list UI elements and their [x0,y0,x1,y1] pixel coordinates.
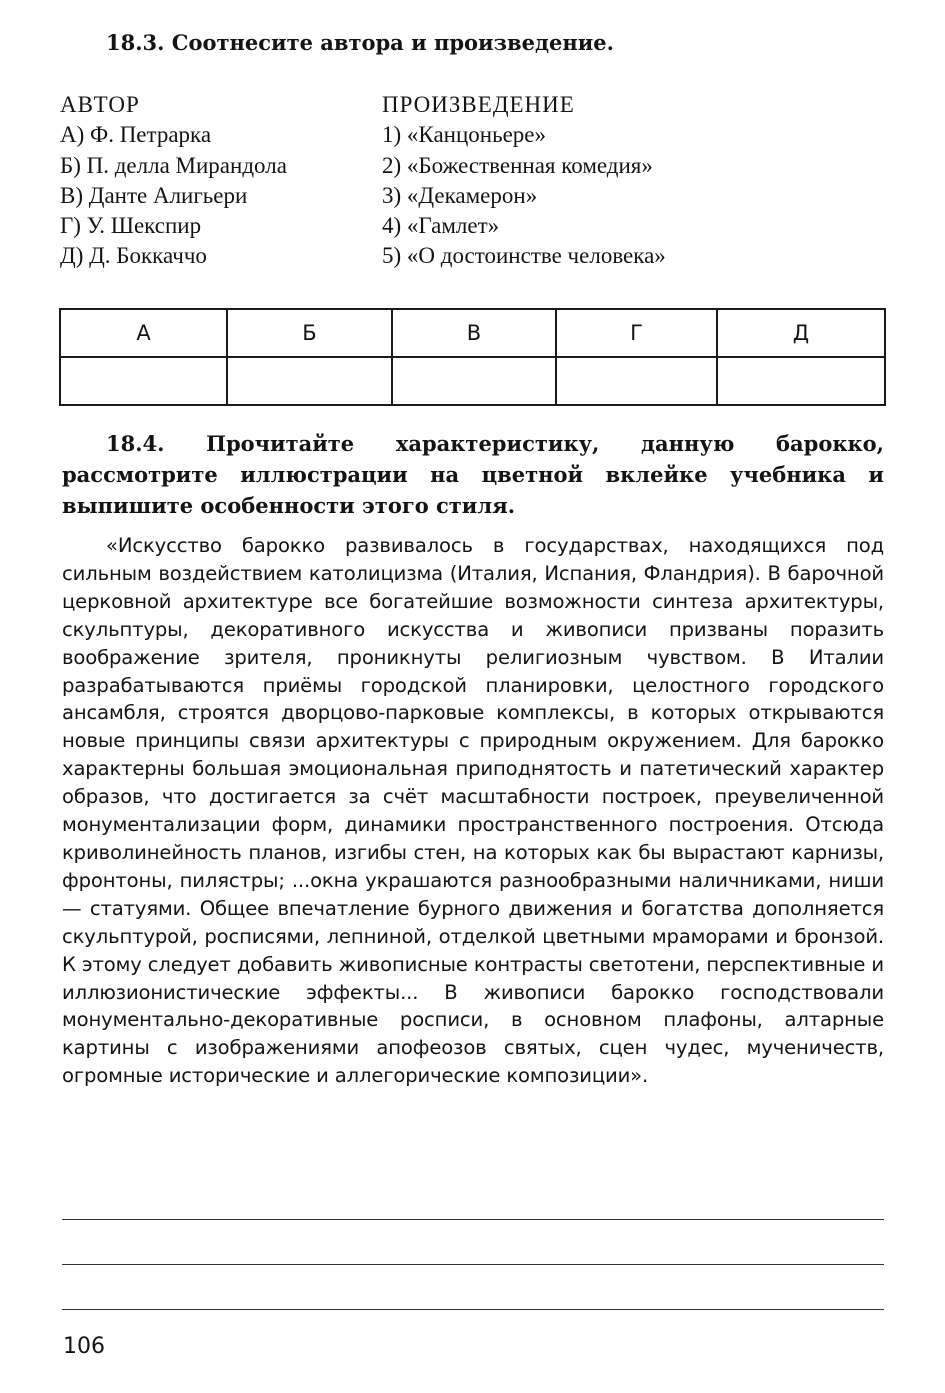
answer-cell[interactable] [717,357,885,405]
answer-cell[interactable] [556,357,717,405]
authors-column [60,90,287,272]
authors-header: АВТОР [60,92,140,117]
answer-table-header-cell: Г [556,309,717,357]
answer-cell[interactable] [227,357,392,405]
work-item: 5) «О достоинстве человека» [382,243,666,269]
works-column [382,90,666,272]
answer-table-header-cell: В [392,309,556,357]
author-item: В) Данте Алигьери [60,182,248,208]
task-18-4-title: 18.4. Прочитайте характеристику, данную барокко, рассмотрите иллюстрации на цветной вклейке учебника и выпишите особенности этого стиля. [62,431,884,518]
work-item: 3) «Декамерон» [382,182,538,208]
work-item: 2) «Божественная комедия» [382,152,653,178]
answer-table-header-cell: Д [717,309,885,357]
answer-line[interactable] [62,1219,884,1220]
author-item: Д) Д. Боккаччо [60,243,207,269]
work-item: 1) «Канцоньере» [382,122,546,148]
answer-table [59,308,886,406]
answer-line[interactable] [62,1264,884,1265]
answer-table-header-cell: Б [227,309,392,357]
author-item: А) Ф. Петрарка [60,122,212,148]
author-item: Б) П. делла Мирандола [60,152,287,178]
works-header: ПРОИЗВЕДЕНИЕ [382,92,575,117]
answer-table-header-row [60,309,885,357]
answer-table-header-cell: А [60,309,227,357]
author-item: Г) У. Шекспир [60,213,202,239]
answer-table-answer-row [60,357,885,405]
answer-cell[interactable] [60,357,227,405]
answer-cell[interactable] [392,357,556,405]
page-number: 106 [63,1334,105,1359]
task-18-3-title: 18.3. Соотнесите автора и произведение. [106,30,614,55]
answer-line[interactable] [62,1309,884,1310]
baroque-quote: «Искусство барокко развивалось в государствах, находящихся под сильным воздействием католицизма (Италия, Испания, Фландрия). В барочной церковной архитектуре все богатейшие возможности синтеза архитектуры, скульптуры, декоративного искусства и живописи призваны поразить воображение зрителя, проникнуты религиозным чувством. В Италии разрабатываются приёмы городской планировки, целостного городского ансамбля, строятся дворцово-парковые комплексы, в которых открываются новые принципы связи архитектуры с природным окружением. Для барокко характерны большая эмоциональная приподнятость и патетический характер образов, что достигается за счёт масштабности построек, преувеличенной монументализации форм, динамики пространственного построения. Отсюда криволинейность планов, изгибы стен, на которых как бы вырастают карнизы, фронтоны, пилястры; ...окна украшаются разнообразными наличниками, ниши — статуями. Общее впечатление бурного движения и богатства дополняется скульптурой, росписями, лепниной, отделкой цветными мраморами и бронзой. К этому следует добавить живописные контрасты светотени, перспективные и иллюзионистические эффекты... В живописи барокко господствовали монументально-декоративные росписи, в основном плафоны, алтарные картины с изображениями апофеозов святых, сцен чудес, мученичеств, огромные исторические и аллегорические композиции». [62,534,884,1088]
work-item: 4) «Гамлет» [382,213,500,239]
